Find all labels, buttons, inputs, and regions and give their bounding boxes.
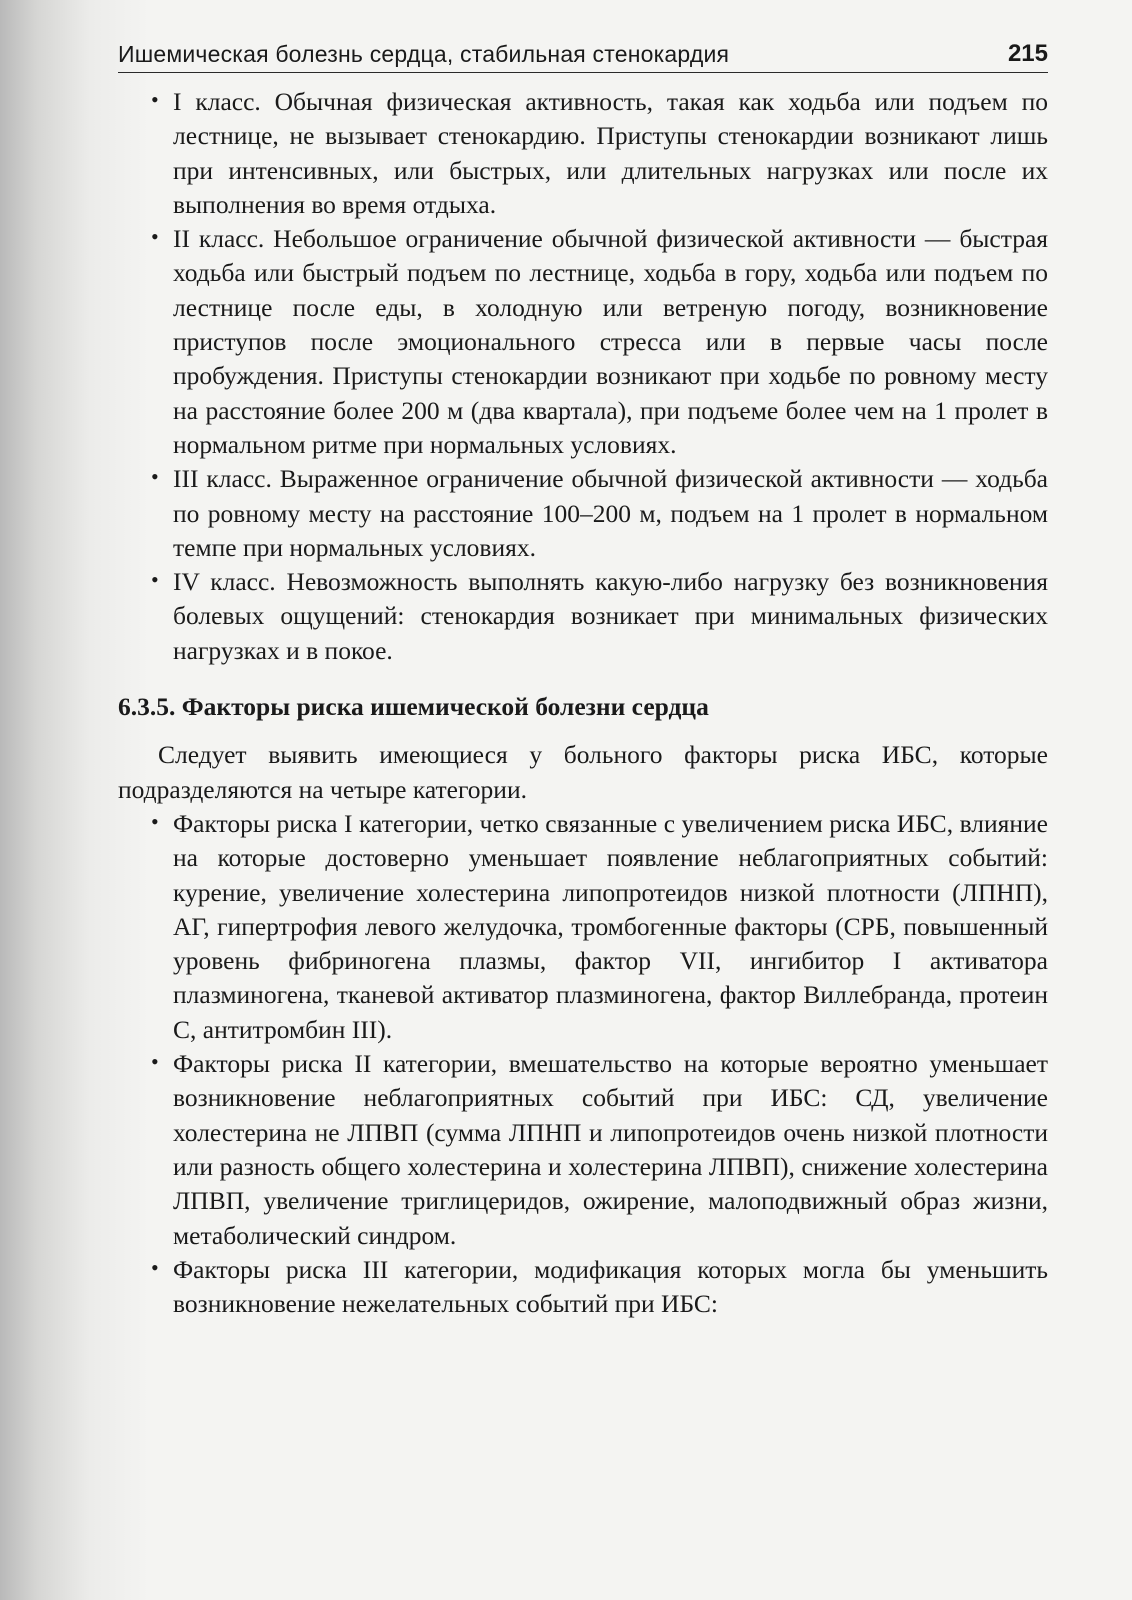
risk-factor-list	[118, 807, 1048, 1321]
angina-class-item: • II класс. Небольшое ограничение обычной физической активности — быстрая ходьба или быстрый подъем по лестнице, ходьба в гору, ходьба или подъем по лестнице после еды, в холодную или ветреную погоду, возникновение приступов после эмоционального стресса или в первые часы после пробуждения. Приступы стенокардии возникают при ходьбе по ровному месту на расстояние более 200 м (два квартала), при подъеме более чем на 1 пролет в нормальном ритме при нормальных условиях.	[173, 222, 1048, 462]
risk-factor-item: • Факторы риска I категории, четко связанные с увеличением риска ИБС, влияние на которые достоверно уменьшает появление неблагоприятных событий: курение, увеличение холестерина липопротеидов низкой плотности (ЛПНП), АГ, гипертрофия левого желудочка, тромбогенные факторы (СРБ, повышенный уровень фибриногена плазмы, фактор VII, ингибитор I активатора плазминогена, тканевой активатор плазминогена, фактор Виллебранда, протеин С, антитромбин III).	[173, 807, 1048, 1047]
angina-class-item: • IV класс. Невозможность выполнять какую-либо нагрузку без возникновения болевых ощущений: стенокардия возникает при минимальных физических нагрузках и в покое.	[173, 565, 1048, 668]
angina-class-list	[118, 85, 1048, 668]
risk-factor-item: • Факторы риска II категории, вмешательство на которые вероятно уменьшает возникновение неблагоприятных событий при ИБС: СД, увеличение холестерина не ЛПВП (сумма ЛПНП и липопротеидов очень низкой плотности или разность общего холестерина и холестерина ЛПВП), снижение холестерина ЛПВП, увеличение триглицеридов, ожирение, малоподвижный образ жизни, метаболический синдром.	[173, 1047, 1048, 1253]
risk-factor-item: • Факторы риска III категории, модификация которых могла бы уменьшить возникновение нежелательных событий при ИБС:	[173, 1253, 1048, 1322]
angina-class-item: • I класс. Обычная физическая активность, такая как ходьба или подъем по лестнице, не вызывает стенокардию. Приступы стенокардии возникают лишь при интенсивных, или быстрых, или длительных нагрузках или после их выполнения во время отдыха.	[173, 85, 1048, 222]
page-content	[118, 85, 1048, 1321]
book-page	[118, 40, 1048, 1321]
section-intro-paragraph: Следует выявить имеющиеся у больного факторы риска ИБС, которые подразделяются на четыре категории.	[118, 740, 1048, 804]
section-heading: 6.3.5. Факторы риска ишемической болезни сердца	[118, 692, 709, 722]
angina-class-item: • III класс. Выраженное ограничение обычной физической активности — ходьба по ровному месту на расстояние 100–200 м, подъем на 1 пролет в нормальном темпе при нормальных условиях.	[173, 462, 1048, 565]
running-title: Ишемическая болезнь сердца, стабильная стенокардия	[118, 41, 730, 67]
page-number: 215	[1007, 40, 1048, 67]
running-head	[118, 40, 1048, 73]
